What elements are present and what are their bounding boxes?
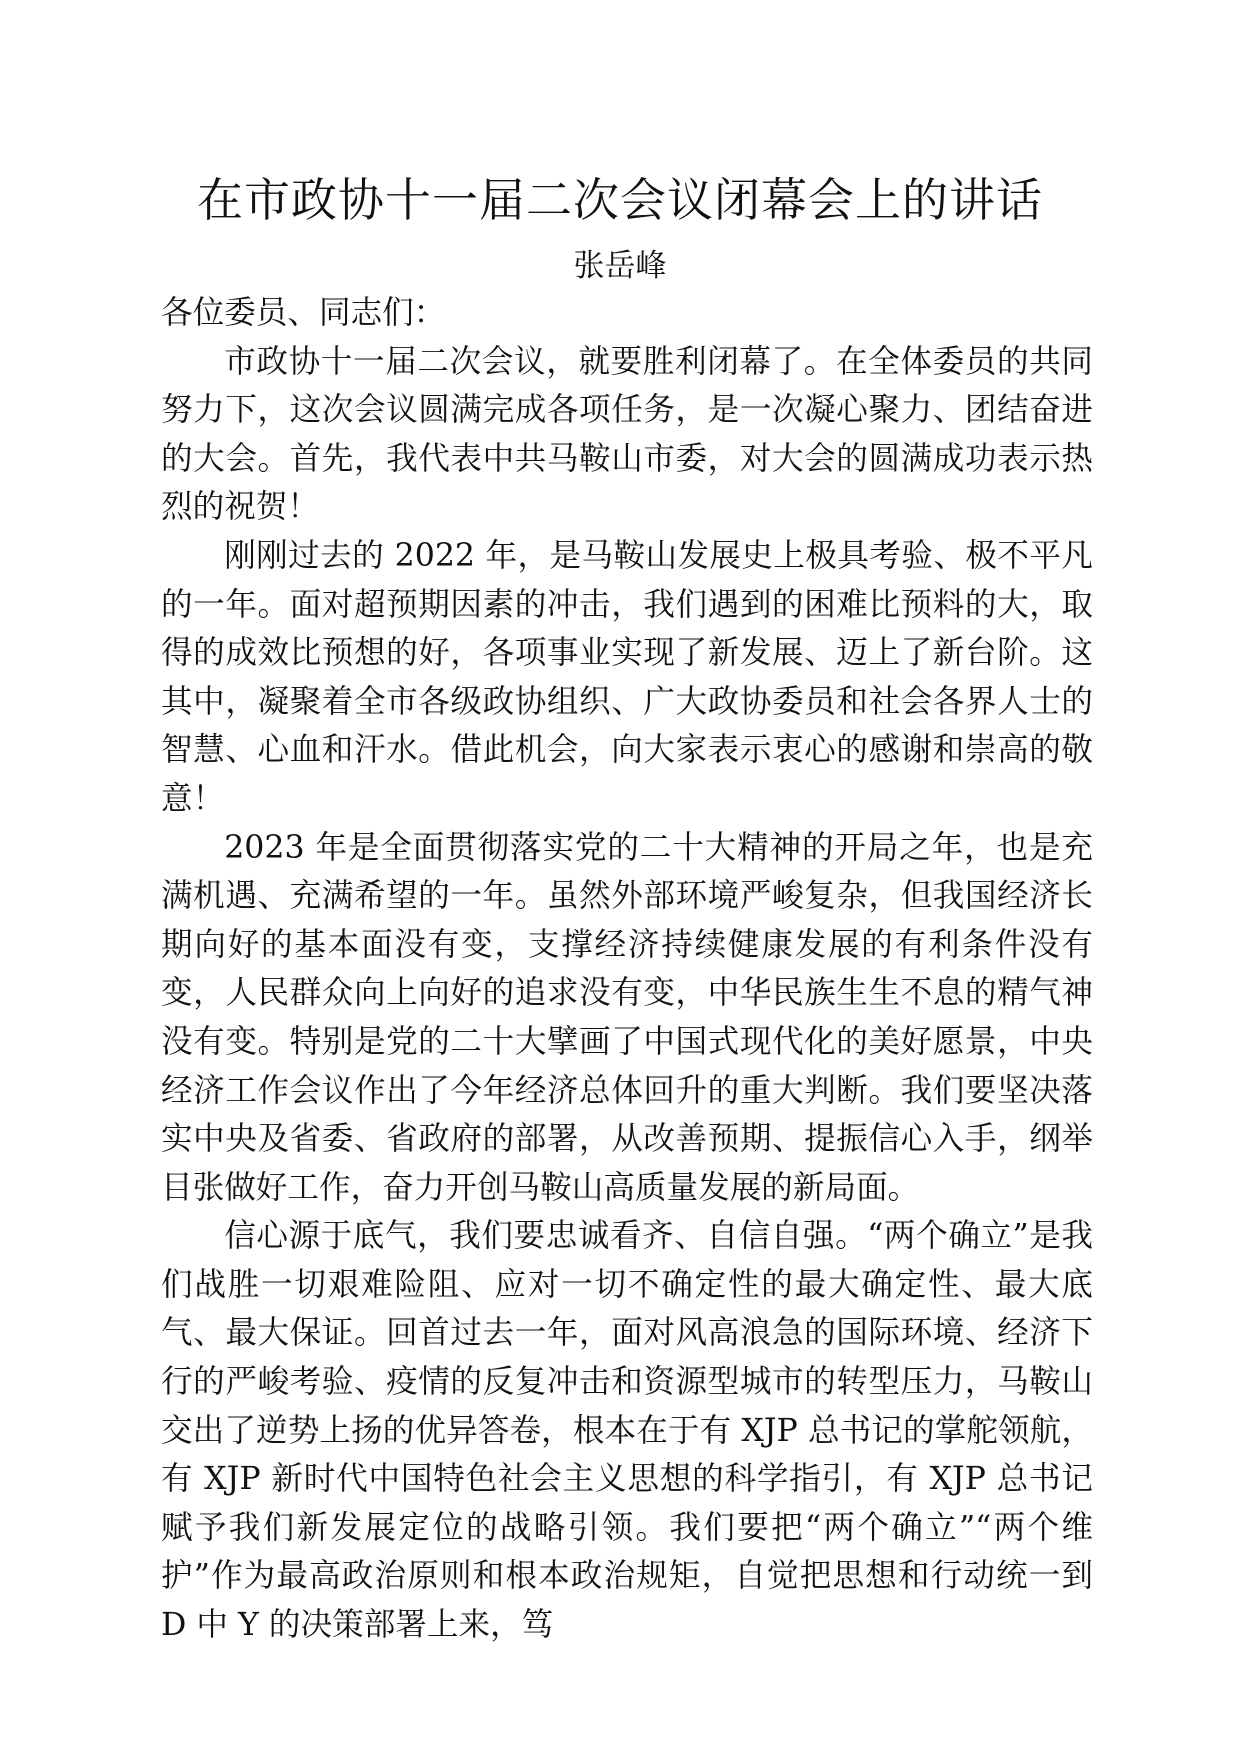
paragraph-2023-outlook: 2023 年是全面贯彻落实党的二十大精神的开局之年，也是充满机遇、充满希望的一年。虽然外部环境严峻复杂，但我国经济长期向好的基本面没有变，支撑经济持续健康发展的有利条件没有变，人民群众向上向好的追求没有变，中华民族生生不息的精气神没有变。特别是党的二十大擘画了中国式现代化的美好愿景，中央经济工作会议作出了今年经济总体回升的重大判断。我们要坚决落实中央及省委、省政府的部署，从改善预期、提振信心入手，纲举目张做好工作，奋力开创马鞍山高质量发展的新局面。 [161, 829, 1093, 1206]
paragraph-confidence: 信心源于底气，我们要忠诚看齐、自信自强。“两个确立”是我们战胜一切艰难险阻、应对一切不确定性的最大确定性、最大底气、最大保证。回首过去一年，面对风高浪急的国际环境、经济下行的严峻考验、疫情的反复冲击和资源型城市的转型压力，马鞍山交出了逆势上扬的优异答卷，根本在于有 XJP 总书记的掌舵领航，有 XJP 新时代中国特色社会主义思想的科学指引，有 XJP 总书记赋予我们新发展定位的战略引领。我们要把“两个确立”“两个维护”作为最高政治原则和根本政治规矩，自觉把思想和行动统一到 D 中 Y 的决策部署上来，笃 [161, 1218, 1093, 1644]
salutation: 各位委员、同志们： [161, 295, 446, 331]
paragraph-opening: 市政协十一届二次会议，就要胜利闭幕了。在全体委员的共同努力下，这次会议圆满完成各项任务，是一次凝心聚力、团结奋进的大会。首先，我代表中共马鞍山市委，对大会的圆满成功表示热烈的祝贺！ [161, 343, 1093, 526]
author-name: 张岳峰 [573, 248, 667, 284]
page-title: 在市政协十一届二次会议闭幕会上的讲话 [197, 173, 1043, 227]
speech-body [161, 289, 1093, 1650]
paragraph-2022-review: 刚刚过去的 2022 年，是马鞍山发展史上极具考验、极不平凡的一年。面对超预期因素的冲击，我们遇到的困难比预料的大，取得的成效比预想的好，各项事业实现了新发展、迈上了新台阶。这其中，凝聚着全市各级政协组织、广大政协委员和社会各界人士的智慧、心血和汗水。借此机会，向大家表示衷心的感谢和崇高的敬意！ [161, 537, 1093, 817]
